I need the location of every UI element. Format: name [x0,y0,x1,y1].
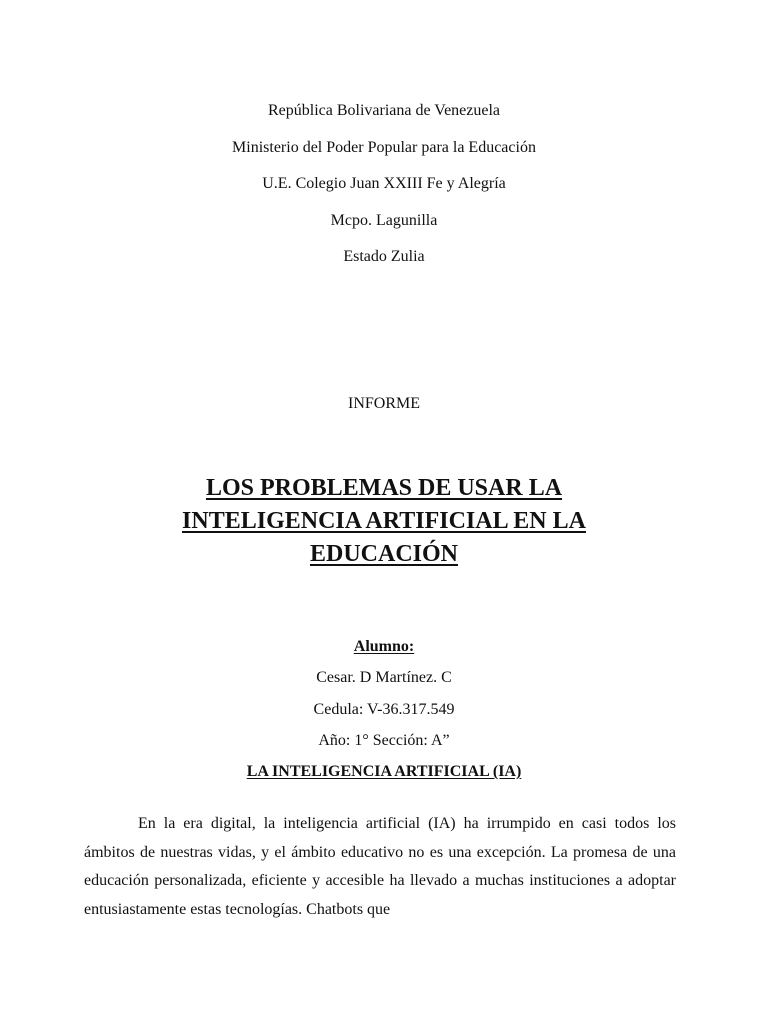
state-line: Estado Zulia [343,248,425,265]
title-line-3-text: EDUCACIÓN [309,541,458,567]
school-line: U.E. Colegio Juan XXIII Fe y Alegría [262,175,506,192]
title-line-1 [0,472,768,504]
title-line-1-text: LOS PROBLEMAS DE USAR LA [205,475,563,501]
student-year-section: Año: 1° Sección: A” [318,732,450,749]
country-line: República Bolivariana de Venezuela [267,102,501,119]
municipality-line: Mcpo. Lagunilla [330,212,438,229]
student-name: Cesar. D Martínez. C [316,669,452,686]
student-label: Alumno: [353,638,415,655]
title-line-2 [0,505,768,537]
section-heading-line [0,762,768,782]
ministry-line: Ministerio del Poder Popular para la Educación [232,139,536,156]
student-id: Cedula: V-36.317.549 [313,701,455,718]
section-heading: LA INTELIGENCIA ARTIFICIAL (IA) [246,763,522,780]
intro-paragraph: En la era digital, la inteligencia artificial (IA) ha irrumpido en casi todos los ámbitos de nuestras vidas, y el ámbito educativo no es una excepción. La promesa de una educación personalizada, eficiente y accesible ha llevado a muchas instituciones a adoptar entusiastamente estas tecnologías. Chatbots que [84,815,676,918]
document-type: INFORME [347,395,420,412]
title-line-3 [0,538,768,570]
student-label-line [0,637,768,657]
title-line-2-text: INTELIGENCIA ARTIFICIAL EN LA [182,508,586,534]
